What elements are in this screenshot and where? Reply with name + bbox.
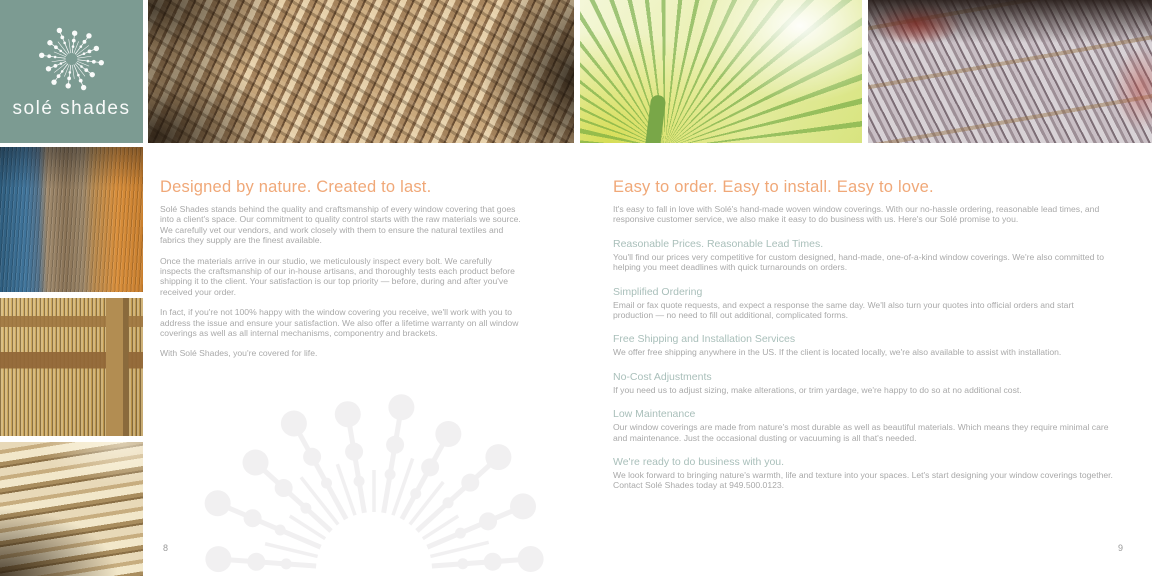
promise-section <box>613 238 1113 273</box>
page-number-left: 8 <box>163 543 169 553</box>
photo-dyed-yarn <box>0 147 143 292</box>
section-title: Reasonable Prices. Reasonable Lead Times. <box>613 237 824 250</box>
page-number-right: 9 <box>1118 543 1124 553</box>
promise-section <box>613 456 1113 491</box>
left-page-heading: Designed by nature. Created to last. <box>160 178 432 196</box>
photo-papyrus-dew <box>580 0 862 143</box>
section-title: Low Maintenance <box>613 408 696 421</box>
section-body: We look forward to bringing nature's warmth, life and texture into your spaces. Let's start designing your window coverings together. Contact Solé Shades today at 949.500.0123. <box>613 470 1113 491</box>
section-title: No-Cost Adjustments <box>613 370 712 383</box>
photo-loom-threads <box>868 0 1152 143</box>
brand-logo-block <box>0 0 143 143</box>
section-body: You'll find our prices very competitive for custom designed, hand-made, one-of-a-kind window coverings. We're also committed to helping you meet deadlines with quick turnarounds on orders. <box>613 251 1104 273</box>
left-paragraph: Solé Shades stands behind the quality and craftsmanship of every window covering that goes into a client's space. Our commitment to quality control starts with the raw materials we source. We carefully vet our vendors, and work closely with them to ensure the natural textiles and fabrics they supply are the finest available. <box>160 204 521 246</box>
photo-dried-bark <box>0 442 143 576</box>
section-title: Free Shipping and Installation Services <box>613 333 796 346</box>
promise-section <box>613 333 1113 357</box>
left-paragraph: Once the materials arrive in our studio, we meticulously inspect every bolt. We carefully inspects the craftsmanship of our in-house artisans, and thoroughly tests each product before shipping it to the client. Your satisfaction is our top priority — before, during and after you've received your order. <box>160 255 515 297</box>
section-title: We're ready to do business with you. <box>613 456 785 469</box>
photo-wooden-loom <box>0 298 143 436</box>
starburst-watermark-icon <box>150 390 610 576</box>
right-page-intro: It's easy to fall in love with Solé's hand-made woven window coverings. With our no-hassle ordering, reasonable lead times, and responsive customer service, we also make it easy to do business with us. Here's our Solé promise to you. <box>613 204 1100 225</box>
section-title: Simplified Ordering <box>613 285 703 298</box>
promise-section <box>613 408 1113 443</box>
left-paragraph: With Solé Shades, you're covered for life. <box>160 348 318 359</box>
promise-section <box>613 371 1113 395</box>
section-body: Email or fax quote requests, and expect a response the same day. We'll also turn your quotes into official orders and start production — no need to fill out additional, complicated forms. <box>613 299 1074 321</box>
left-paragraph: In fact, if you're not 100% happy with the window covering you receive, we'll work with you to address the issue and ensure your satisfaction. We also offer a lifetime warranty on all window coverings as well as all internal mechanisms, componentry and brackets. <box>160 307 519 339</box>
left-page-column <box>160 178 521 369</box>
promise-section <box>613 286 1113 321</box>
photo-dried-straw <box>148 0 574 143</box>
right-page-column <box>613 178 1113 491</box>
section-body: Our window coverings are made from nature's most durable as well as beautiful materials. Which means they require minimal care and maintenance. Just the occasional dusting or vacuuming is all that's needed. <box>613 422 1109 443</box>
starburst-icon <box>0 0 143 143</box>
section-body: If you need us to adjust sizing, make alterations, or trim yardage, we're happy to do so at no additional cost. <box>613 384 1022 395</box>
right-page-heading: Easy to order. Easy to install. Easy to love. <box>613 178 934 196</box>
brand-name: solé shades <box>12 98 131 119</box>
section-body: We offer free shipping anywhere in the US. If the client is located locally, we're also available to assist with installation. <box>613 347 1062 358</box>
